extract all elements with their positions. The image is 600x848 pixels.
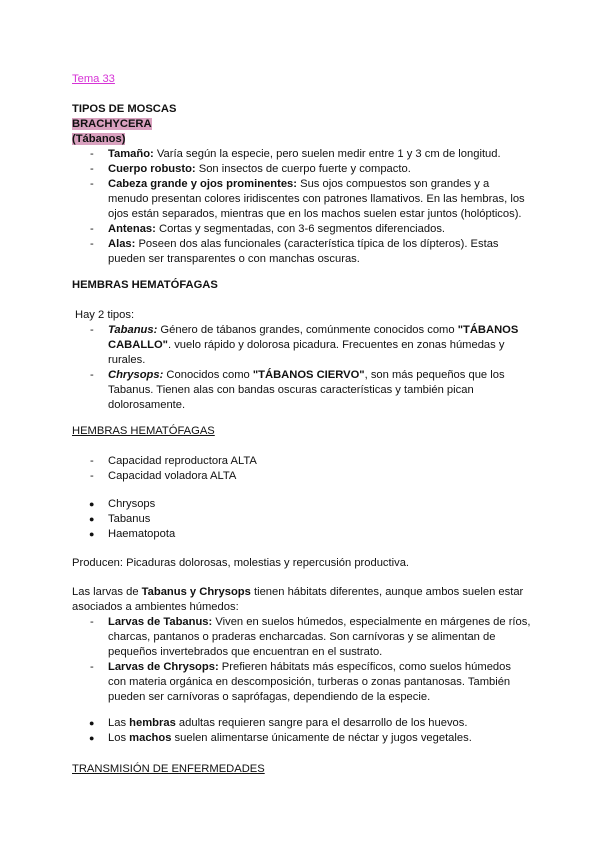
list-item: ● Las hembras adultas requieren sangre para el desarrollo de los huevos. bbox=[72, 716, 532, 731]
document-title: TIPOS DE MOSCAS bbox=[72, 103, 177, 115]
title-block bbox=[72, 102, 532, 147]
list-item: ● Haematopota bbox=[72, 527, 532, 542]
genera-list bbox=[72, 497, 532, 542]
list-item: - Capacidad voladora ALTA bbox=[72, 469, 532, 484]
types-intro: Hay 2 tipos: bbox=[75, 309, 135, 321]
list-item: - Capacidad reproductora ALTA bbox=[72, 454, 532, 469]
section-heading-hematofagas-2: HEMBRAS HEMATÓFAGAS bbox=[72, 425, 215, 437]
list-item: - Larvas de Chrysops: Prefieren hábitats más específicos, como suelos húmedos con materia orgánica en descomposición, turberas o zonas pantanosas. También pueden ser carnívoras o saprófagas, dependiendo de la especie. bbox=[72, 660, 532, 705]
list-item: - Chrysops: Conocidos como "TÁBANOS CIERVO", son más pequeños que los Tabanus. Tienen alas con bandas oscuras características y también pican dolorosamente. bbox=[72, 368, 532, 413]
larvae-block bbox=[72, 585, 532, 705]
list-item: - Cuerpo robusto: Son insectos de cuerpo fuerte y compacto. bbox=[72, 162, 532, 177]
feeding-list bbox=[72, 716, 532, 746]
list-item: ● Los machos suelen alimentarse únicamente de néctar y jugos vegetales. bbox=[72, 731, 532, 746]
list-item: - Larvas de Tabanus: Viven en suelos húmedos, especialmente en márgenes de ríos, charcas, pantanos o praderas encharcadas. Son carnívoras y se alimentan de pequeños invertebrados que encuentran en el sustrato. bbox=[72, 615, 532, 660]
list-item: ● Tabanus bbox=[72, 512, 532, 527]
subtitle-highlight: BRACHYCERA bbox=[72, 118, 152, 130]
features-list bbox=[72, 147, 532, 267]
list-item: ● Chrysops bbox=[72, 497, 532, 512]
list-item: - Cabeza grande y ojos prominentes: Sus ojos compuestos son grandes y a menudo presentan colores iridiscentes con patrones llamativos. En las hembras, los ojos están separados, mientras que en los machos suelen estar juntos (holópticos). bbox=[72, 177, 532, 222]
capacities-list bbox=[72, 454, 532, 484]
list-item: - Tamaño: Varía según la especie, pero suelen medir entre 1 y 3 cm de longitud. bbox=[72, 147, 532, 162]
list-item: - Antenas: Cortas y segmentadas, con 3-6 segmentos diferenciados. bbox=[72, 222, 532, 237]
list-item: - Alas: Poseen dos alas funcionales (característica típica de los dípteros). Estas pueden ser transparentes o con manchas oscuras. bbox=[72, 237, 532, 267]
section-heading-hematofagas: HEMBRAS HEMATÓFAGAS bbox=[72, 279, 218, 291]
larvae-intro: Las larvas de Tabanus y Chrysops tienen hábitats diferentes, aunque ambos suelen estar asociados a ambientes húmedos: bbox=[72, 586, 524, 613]
produce-paragraph: Producen: Picaduras dolorosas, molestias y repercusión productiva. bbox=[72, 557, 410, 569]
types-block bbox=[72, 308, 532, 413]
subtitle2-highlight: (Tábanos) bbox=[72, 133, 126, 145]
tema-link[interactable]: Tema 33 bbox=[72, 73, 115, 85]
list-item: - Tabanus: Género de tábanos grandes, comúnmente conocidos como "TÁBANOS CABALLO". vuelo rápido y dolorosa picadura. Frecuentes en zonas húmedas y rurales. bbox=[72, 323, 532, 368]
section-heading-transmision: TRANSMISIÓN DE ENFERMEDADES bbox=[72, 763, 265, 775]
